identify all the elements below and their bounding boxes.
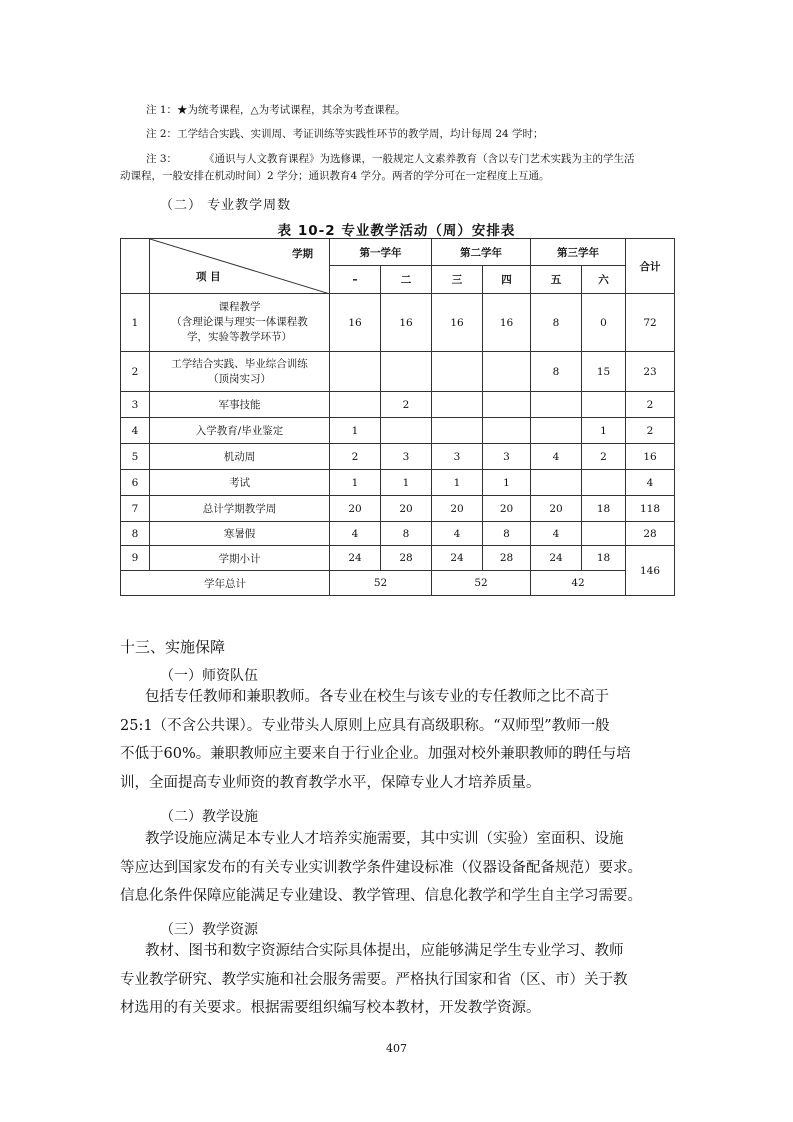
cell-value: 28 <box>483 546 531 571</box>
cell-total: 4 <box>626 470 675 496</box>
header-total: 合计 <box>626 239 675 294</box>
cell-value: 20 <box>531 496 582 522</box>
cell-total: 118 <box>626 496 675 522</box>
row-number: 7 <box>121 496 150 522</box>
row-item-line: 课程教学 <box>218 301 261 313</box>
cell-value <box>381 418 432 444</box>
section-13-heading: 十三、实施保障 <box>120 638 226 656</box>
header-diagonal-cell <box>150 239 330 294</box>
page-number: 407 <box>386 1042 407 1055</box>
cell-value: 20 <box>381 496 432 522</box>
cell-value: 1 <box>483 470 531 496</box>
cell-value: 24 <box>432 546 483 571</box>
cell-total: 72 <box>626 294 675 352</box>
paragraph-line: 材选用的有关要求。根据需要组织编写校本教材，开发教学资源。 <box>120 1000 541 1016</box>
table-row <box>121 496 675 522</box>
header-sem-5: 五 <box>531 266 582 294</box>
schedule-table <box>120 238 675 596</box>
note-3-line-1: 《通识与人文教育课程》为选修课，一般规定人文素养教育（含以专门艺术实践为主的学生活 <box>204 153 635 165</box>
year-total-2: 52 <box>432 571 531 596</box>
cell-value: 3 <box>381 444 432 470</box>
table-title: 表 10-2 专业教学活动（周）安排表 <box>277 223 516 239</box>
cell-value: 1 <box>330 418 381 444</box>
section-2-heading: （二） 专业教学周数 <box>160 198 292 213</box>
note-3-prefix: 注 3： <box>146 153 178 165</box>
cell-value: 4 <box>330 522 381 546</box>
row-item: 机动周 <box>150 444 330 470</box>
row-item <box>150 294 330 352</box>
cell-value: 16 <box>483 294 531 352</box>
row-number: 4 <box>121 418 150 444</box>
cell-value: 4 <box>531 522 582 546</box>
year-total-row <box>121 571 675 596</box>
table-row <box>121 352 675 392</box>
row-item <box>150 352 330 392</box>
subsection-2-heading: （二）教学设施 <box>160 809 258 825</box>
cell-total: 16 <box>626 444 675 470</box>
cell-value: 18 <box>582 546 626 571</box>
cell-value <box>381 352 432 392</box>
cell-value: 24 <box>531 546 582 571</box>
row-item: 学期小计 <box>150 546 330 571</box>
row-item: 军事技能 <box>150 392 330 418</box>
cell-value <box>330 392 381 418</box>
paragraph-line: 25:1（不含公共课）。专业带头人原则上应具有高级职称。“双师型”教师一般 <box>120 717 610 734</box>
cell-value: 16 <box>432 294 483 352</box>
cell-total: 23 <box>626 352 675 392</box>
header-semester-label: 学期 <box>292 248 313 260</box>
paragraph-resources <box>120 937 676 1023</box>
subsection-1-heading: （一）师资队伍 <box>160 668 258 684</box>
row-number: 8 <box>121 522 150 546</box>
row-item-line: （含理论课与理实一体课程教 <box>171 316 308 328</box>
paragraph-line: 训，全面提高专业师资的教育教学水平，保障专业人才培养质量。 <box>120 774 541 791</box>
cell-value: 1 <box>432 470 483 496</box>
table-row <box>121 470 675 496</box>
cell-value: 24 <box>330 546 381 571</box>
cell-value: 16 <box>381 294 432 352</box>
header-year-1: 第一学年 <box>330 239 432 266</box>
cell-value: 1 <box>582 418 626 444</box>
header-sem-3: 三 <box>432 266 483 294</box>
year-total-label: 学年总计 <box>121 571 330 596</box>
note-1: 注 1：★为统考课程，△为考试课程，其余为考查课程。 <box>146 104 406 116</box>
paragraph-line: 专业教学研究、教学实施和社会服务需要。严格执行国家和省（区、市）关于教 <box>120 971 628 988</box>
paragraph-line: 不低于60%。兼职教师应主要来自于行业企业。加强对校外兼职教师的聘任与培 <box>120 746 631 762</box>
row-item-line: 学，实验等教学环节） <box>187 331 292 343</box>
paragraph-facilities <box>120 825 676 911</box>
cell-value <box>330 352 381 392</box>
row-number: 9 <box>121 546 150 571</box>
cell-value: 8 <box>381 522 432 546</box>
paragraph-line: 教学设施应满足本专业人才培养实施需要，其中实训（实验）室面积、设施 <box>145 831 624 847</box>
cell-value: 1 <box>381 470 432 496</box>
cell-value: 20 <box>330 496 381 522</box>
subsection-3-heading: （三）教学资源 <box>160 922 258 938</box>
cell-value: 20 <box>432 496 483 522</box>
row-number: 5 <box>121 444 150 470</box>
cell-value <box>531 470 582 496</box>
cell-value: 18 <box>582 496 626 522</box>
cell-value: 3 <box>483 444 531 470</box>
table-row <box>121 444 675 470</box>
paragraph-line: 等应达到国家发布的有关专业实训教学条件建设标准（仪器设备配备规范）要求。 <box>120 859 642 876</box>
cell-value <box>432 352 483 392</box>
cell-value: 0 <box>582 294 626 352</box>
table-row <box>121 418 675 444</box>
header-sem-4: 四 <box>483 266 531 294</box>
row-item: 考试 <box>150 470 330 496</box>
header-item-label: 项 目 <box>196 271 221 283</box>
cell-value: 8 <box>531 294 582 352</box>
cell-value: 4 <box>432 522 483 546</box>
cell-value: 2 <box>381 392 432 418</box>
header-sem-1: – <box>330 266 381 294</box>
note-3-line-2: 动课程，一般安排在机动时间）2 学分；通识教育4 学分。两者的学分可在一定程度上互通。 <box>120 170 550 182</box>
table-row <box>121 294 675 352</box>
row-number: 2 <box>121 352 150 392</box>
header-sem-2: 二 <box>381 266 432 294</box>
header-sem-6: 六 <box>582 266 626 294</box>
cell-value <box>483 418 531 444</box>
header-blank-cell <box>121 239 150 294</box>
cell-value <box>483 352 531 392</box>
cell-value <box>483 392 531 418</box>
row-item: 总计学期教学周 <box>150 496 330 522</box>
row-number: 1 <box>121 294 150 352</box>
year-total-1: 52 <box>330 571 432 596</box>
cell-value <box>531 418 582 444</box>
cell-value: 8 <box>531 352 582 392</box>
row-item: 入学教育/毕业鉴定 <box>150 418 330 444</box>
cell-value: 20 <box>483 496 531 522</box>
cell-value: 4 <box>531 444 582 470</box>
note-2: 注 2：工学结合实践、实训周、考证训练等实践性环节的教学周，均计每周 24 学时； <box>146 128 544 140</box>
table-row <box>121 546 675 571</box>
cell-total: 146 <box>626 546 675 596</box>
cell-value <box>582 470 626 496</box>
cell-value: 2 <box>582 444 626 470</box>
cell-value <box>432 418 483 444</box>
paragraph-line: 包括专任教师和兼职教师。各专业在校生与该专业的专任教师之比不高于 <box>145 689 609 705</box>
cell-value <box>432 392 483 418</box>
cell-value <box>582 392 626 418</box>
row-item-line: （顶岗实习） <box>208 372 271 385</box>
row-item: 寒暑假 <box>150 522 330 546</box>
cell-value: 15 <box>582 352 626 392</box>
cell-value: 3 <box>432 444 483 470</box>
row-item-line: 工学结合实践、毕业综合训练 <box>171 357 308 370</box>
cell-value: 8 <box>483 522 531 546</box>
cell-total: 28 <box>626 522 675 546</box>
header-year-2: 第二学年 <box>432 239 531 266</box>
cell-value: 2 <box>330 444 381 470</box>
cell-value: 16 <box>330 294 381 352</box>
paragraph-line: 教材、图书和数字资源结合实际具体提出，应能够满足学生专业学习、教师 <box>145 943 624 959</box>
paragraph-faculty <box>120 683 676 797</box>
row-number: 6 <box>121 470 150 496</box>
cell-total: 2 <box>626 418 675 444</box>
cell-value: 28 <box>381 546 432 571</box>
table-row <box>121 522 675 546</box>
table-row <box>121 392 675 418</box>
cell-total: 2 <box>626 392 675 418</box>
cell-value <box>531 392 582 418</box>
cell-value <box>582 522 626 546</box>
cell-value: 1 <box>330 470 381 496</box>
paragraph-line: 信息化条件保障应能满足专业建设、教学管理、信息化教学和学生自主学习需要。 <box>120 888 642 904</box>
row-number: 3 <box>121 392 150 418</box>
header-year-3: 第三学年 <box>531 239 626 266</box>
year-total-3: 42 <box>531 571 626 596</box>
